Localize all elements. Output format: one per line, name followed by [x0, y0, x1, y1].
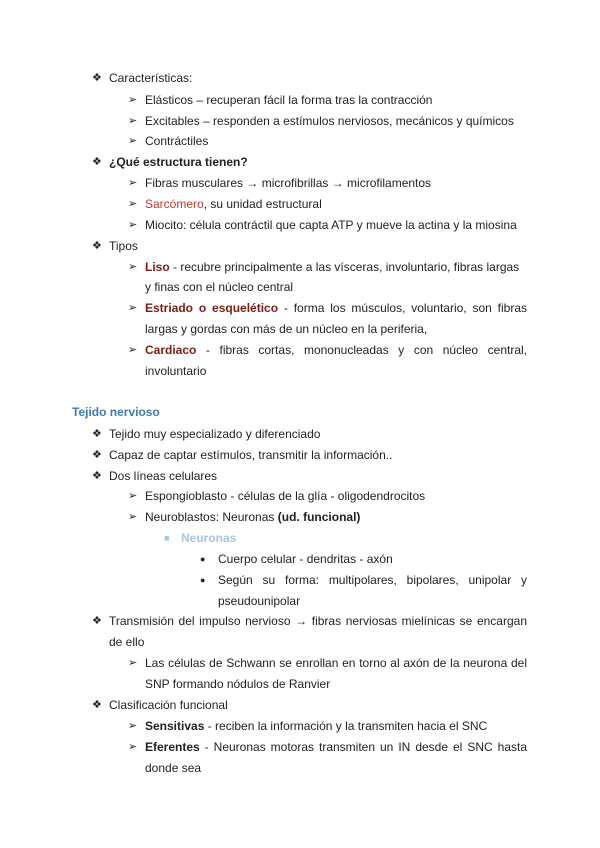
diamond-bullet-icon: ❖ — [92, 428, 102, 440]
sarcomero-term: Sarcómero — [145, 197, 204, 211]
liso-text-continued: y finas con el núcleo central — [145, 280, 294, 294]
neuroblastos-bold: (ud. funcional) — [277, 510, 361, 524]
liso-text: - recubre principalmente a las vísceras, involuntario, fibras largas — [169, 260, 520, 274]
list-item: Tejido muy especializado y diferenciado — [109, 427, 321, 441]
list-item — [145, 716, 487, 736]
list-item: Clasificación funcional — [109, 698, 228, 712]
diamond-bullet-icon: ❖ — [92, 615, 102, 627]
list-item: Elásticos – recuperan fácil la forma tras la contracción — [145, 93, 433, 107]
list-item: Miocito: célula contráctil que capta ATP y mueve la actina y la miosina — [145, 218, 517, 232]
list-item-continued: SNP formando nódulos de Ranvier — [145, 677, 331, 691]
arrow-bullet-icon: ➢ — [128, 490, 138, 502]
sensitivas-term: Sensitivas — [145, 719, 205, 733]
section-heading: Tejido nervioso — [72, 405, 160, 419]
estriado-text-continued: largas y gordas con más de un núcleo en la periferia, — [145, 322, 428, 336]
list-item: Cuerpo celular - dendritas - axón — [218, 552, 393, 566]
list-item-continued: donde sea — [145, 761, 202, 775]
list-item — [145, 507, 360, 527]
list-item: Dos líneas celulares — [109, 469, 218, 483]
arrow-bullet-icon: ➢ — [128, 219, 138, 231]
list-item — [145, 257, 519, 277]
cardiaco-text-continued: involuntario — [145, 364, 207, 378]
arrow-bullet-icon: ➢ — [128, 657, 138, 669]
neuroblastos-text: Neuroblastos: Neuronas — [145, 510, 278, 524]
list-item-continued: pseudounipolar — [218, 594, 301, 608]
liso-term: Liso — [145, 260, 170, 274]
diamond-bullet-icon: ❖ — [92, 72, 102, 84]
arrow-bullet-icon: ➢ — [128, 94, 138, 106]
eferentes-term: Eferentes — [145, 740, 200, 754]
estriado-term: Estriado o esquelético — [145, 301, 279, 315]
list-item — [145, 194, 322, 214]
estructura-label: ¿Qué estructura tienen? — [109, 155, 248, 169]
list-item: Según su forma: multipolares, bipolares, unipolar y — [218, 573, 527, 587]
list-item: Fibras musculares → microfibrillas → microfilamentos — [145, 176, 432, 190]
list-item: Contráctiles — [145, 134, 209, 148]
list-item — [145, 340, 527, 360]
arrow-bullet-icon: ➢ — [128, 261, 138, 273]
list-item — [145, 737, 527, 757]
list-item-continued: de ello — [109, 635, 145, 649]
tipos-label: Tipos — [109, 239, 138, 253]
sensitivas-text: - reciben la información y la transmiten hacia el SNC — [204, 719, 488, 733]
diamond-bullet-icon: ❖ — [92, 699, 102, 711]
diamond-bullet-icon: ❖ — [92, 156, 102, 168]
eferentes-text: - Neuronas motoras transmiten un IN desde el SNC hasta — [199, 740, 527, 754]
neuronas-label: Neuronas — [181, 531, 237, 545]
list-item: Espongioblasto - células de la glía - oligodendrocitos — [145, 489, 426, 503]
arrow-bullet-icon: ➢ — [128, 115, 138, 127]
arrow-bullet-icon: ➢ — [128, 511, 138, 523]
list-item: Transmisión del impulso nervioso → fibras nerviosas mielínicas se encargan — [109, 614, 527, 628]
cardiaco-text: - fibras cortas, mononucleadas y con núcleo central, — [196, 343, 527, 357]
arrow-bullet-icon: ➢ — [128, 177, 138, 189]
diamond-bullet-icon: ❖ — [92, 449, 102, 461]
estriado-text: - forma los músculos, voluntario, son fibras — [278, 301, 527, 315]
sarcomero-text: , su unidad estructural — [203, 197, 322, 211]
list-item: Capaz de captar estímulos, transmitir la información.. — [109, 448, 393, 462]
cardiaco-term: Cardiaco — [145, 343, 197, 357]
list-item: Las células de Schwann se enrollan en torno al axón de la neurona del — [145, 656, 527, 670]
arrow-bullet-icon: ➢ — [128, 344, 138, 356]
arrow-bullet-icon: ➢ — [128, 741, 138, 753]
diamond-bullet-icon: ❖ — [92, 470, 102, 482]
arrow-bullet-icon: ➢ — [128, 302, 138, 314]
list-item: Excitables – responden a estímulos nerviosos, mecánicos y químicos — [145, 114, 514, 128]
dot-bullet-icon: ● — [200, 575, 206, 585]
arrow-bullet-icon: ➢ — [128, 198, 138, 210]
diamond-bullet-icon: ❖ — [92, 240, 102, 252]
arrow-bullet-icon: ➢ — [128, 135, 138, 147]
list-item — [145, 298, 527, 318]
caracteristicas-label: Características: — [109, 71, 193, 85]
square-bullet-icon: ■ — [164, 533, 170, 543]
arrow-bullet-icon: ➢ — [128, 720, 138, 732]
dot-bullet-icon: ● — [200, 554, 206, 564]
